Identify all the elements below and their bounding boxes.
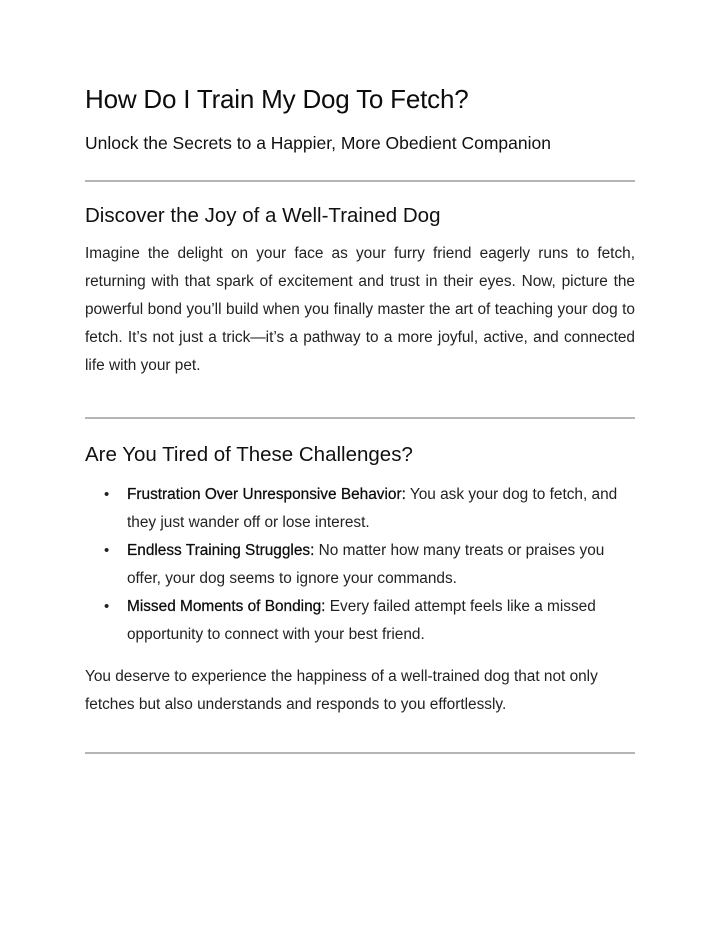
page-title: How Do I Train My Dog To Fetch? [85, 84, 469, 114]
list-item [85, 537, 635, 593]
bullet-icon: • [104, 486, 110, 503]
bullet-icon: • [104, 598, 110, 615]
list-item-text: Every failed attempt feels like a missed opportunity to connect with your best friend. [127, 598, 596, 643]
section-divider [85, 180, 635, 182]
list-item-title: Endless Training Struggles: [127, 542, 315, 559]
list-item [85, 593, 635, 649]
section-heading-discover: Discover the Joy of a Well-Trained Dog [85, 204, 441, 227]
closing-paragraph: You deserve to experience the happiness of a well-trained dog that not only fetches but also understands and responds to you effortlessly. [85, 668, 598, 713]
section-divider [85, 752, 635, 754]
bullet-icon: • [104, 542, 110, 559]
list-item-text: You ask your dog to fetch, and they just wander off or lose interest. [127, 486, 618, 531]
list-item [85, 481, 635, 537]
section-divider [85, 417, 635, 419]
section-body-discover: Imagine the delight on your face as your furry friend eagerly runs to fetch, returning with that spark of excitement and trust in their eyes. Now, picture the powerful bond you’ll build when you finally master the art of teaching your dog to fetch. It’s not just a trick—it’s a pathway to a more joyful, active, and connected life with your pet. [85, 245, 635, 374]
list-item-title: Frustration Over Unresponsive Behavior: [127, 486, 406, 503]
list-item-text: No matter how many treats or praises you offer, your dog seems to ignore your commands. [127, 542, 605, 587]
page-subtitle: Unlock the Secrets to a Happier, More Obedient Companion [85, 133, 551, 153]
list-item-title: Missed Moments of Bonding: [127, 598, 326, 615]
challenges-list [85, 481, 635, 649]
section-heading-challenges: Are You Tired of These Challenges? [85, 443, 413, 466]
